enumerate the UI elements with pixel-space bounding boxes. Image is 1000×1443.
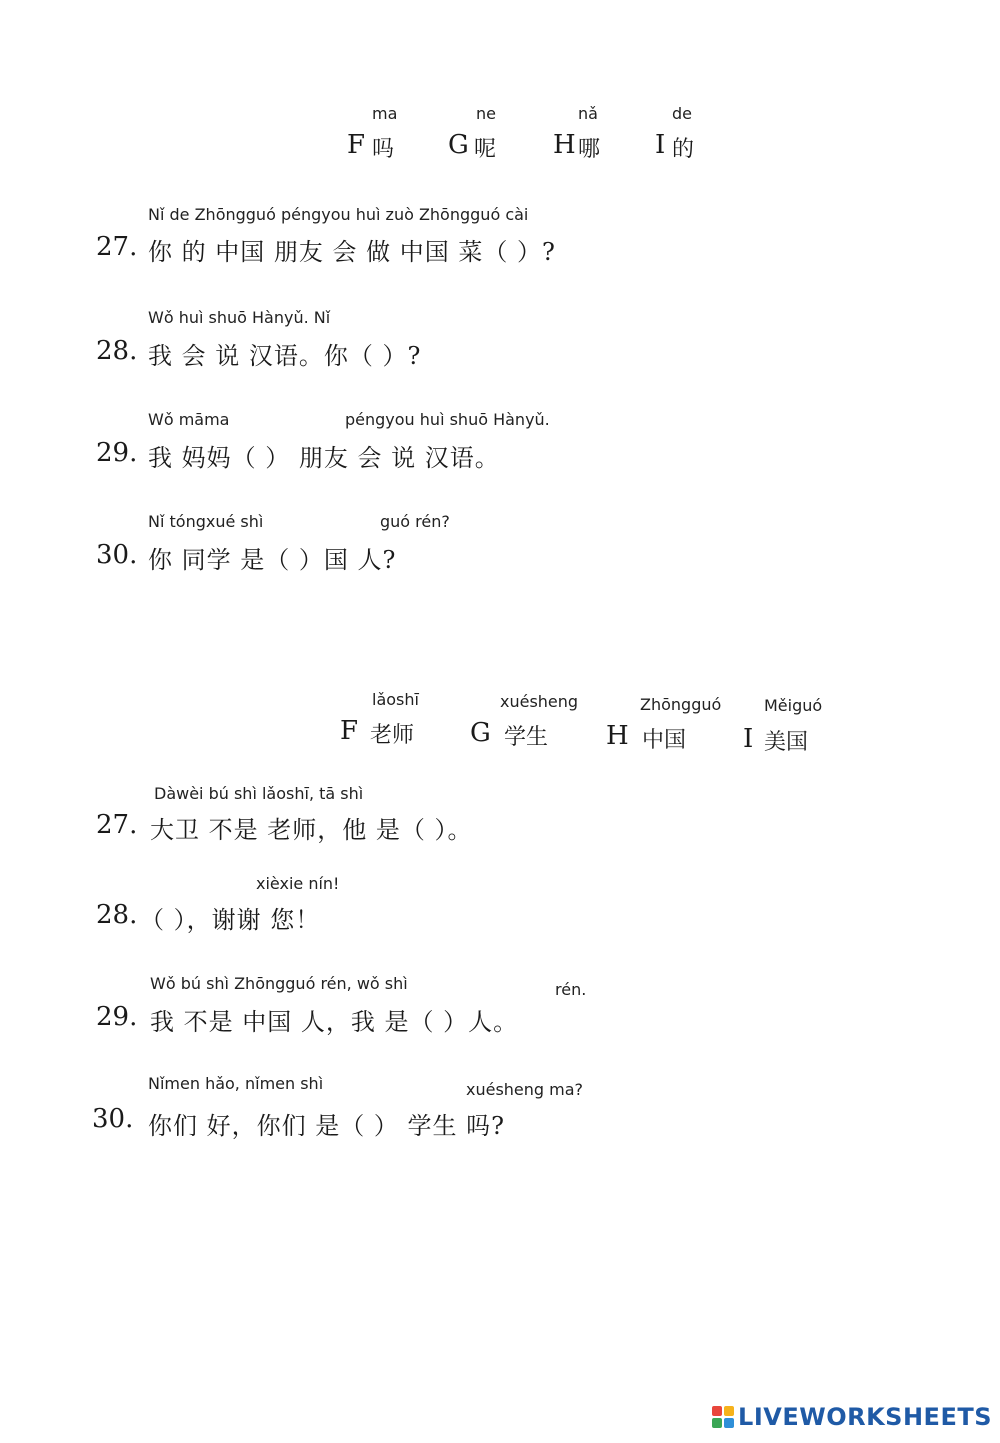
liveworksheets-brand-text: LIVEWORKSHEETS	[738, 1403, 992, 1431]
option-h-hanzi: 哪	[578, 137, 601, 162]
question-number: 29.	[96, 1002, 138, 1032]
question-pinyin: Wǒ māma	[148, 410, 230, 429]
option-g-pinyin: xuésheng	[500, 692, 579, 711]
option-i-pinyin: de	[672, 104, 692, 123]
option-f-pinyin: lǎoshī	[372, 690, 419, 709]
option-g-letter: G	[470, 718, 491, 748]
option-i-letter: I	[655, 130, 666, 160]
question-pinyin: Dàwèi bú shì lǎoshī, tā shì	[154, 784, 364, 803]
liveworksheets-logo	[712, 1399, 992, 1435]
question-pinyin: xuésheng ma?	[466, 1080, 584, 1099]
logo-square-icon	[712, 1406, 722, 1416]
option-f-pinyin: ma	[372, 104, 398, 123]
logo-square-icon	[712, 1418, 722, 1428]
option-g-pinyin: ne	[476, 104, 496, 123]
logo-square-icon	[724, 1418, 734, 1428]
question-sentence: 我 会 说 汉语。你（ ）?	[148, 342, 422, 370]
question-pinyin: rén.	[555, 980, 587, 999]
question-sentence: 你 的 中国 朋友 会 做 中国 菜（ ）?	[148, 238, 556, 266]
question-sentence: 我 妈妈（ ） 朋友 会 说 汉语。	[148, 444, 500, 472]
question-pinyin: Nǐ de Zhōngguó péngyou huì zuò Zhōngguó cài	[148, 205, 529, 224]
option-i-hanzi: 美国	[764, 730, 809, 755]
question-number: 28.	[96, 900, 138, 930]
question-pinyin: Nǐ tóngxué shì	[148, 512, 264, 531]
option-i-letter: I	[743, 724, 754, 754]
option-f-letter: F	[347, 130, 366, 160]
question-number: 29.	[96, 438, 138, 468]
liveworksheets-logo-icon	[712, 1406, 734, 1428]
question-pinyin: Wǒ bú shì Zhōngguó rén, wǒ shì	[150, 974, 408, 993]
question-pinyin: xièxie nín!	[256, 874, 340, 893]
question-pinyin: Wǒ huì shuō Hànyǔ. Nǐ	[148, 308, 331, 327]
option-i-hanzi: 的	[672, 137, 695, 162]
question-pinyin: péngyou huì shuō Hànyǔ.	[345, 410, 550, 429]
question-sentence: 你们 好，你们 是（ ） 学生 吗?	[148, 1112, 506, 1140]
question-number: 28.	[96, 336, 138, 366]
question-number: 27.	[96, 810, 138, 840]
question-sentence: （ ），谢谢 您！	[140, 906, 321, 934]
option-g-letter: G	[448, 130, 469, 160]
question-sentence: 我 不是 中国 人，我 是（ ）人。	[150, 1008, 519, 1036]
option-h-hanzi: 中国	[642, 728, 687, 753]
logo-square-icon	[724, 1406, 734, 1416]
option-g-hanzi: 呢	[474, 137, 497, 162]
option-g-hanzi: 学生	[504, 725, 549, 750]
option-f-hanzi: 老师	[370, 723, 415, 748]
option-h-pinyin: nǎ	[578, 104, 598, 123]
question-number: 30.	[96, 540, 138, 570]
question-sentence: 大卫 不是 老师，他 是（ ）。	[150, 816, 473, 844]
question-number: 30.	[92, 1104, 134, 1134]
question-pinyin: Nǐmen hǎo, nǐmen shì	[148, 1074, 324, 1093]
option-f-hanzi: 吗	[372, 137, 395, 162]
option-f-letter: F	[340, 716, 359, 746]
option-h-letter: H	[553, 130, 576, 160]
option-i-pinyin: Měiguó	[764, 696, 823, 715]
option-h-pinyin: Zhōngguó	[640, 695, 722, 714]
question-sentence: 你 同学 是（ ）国 人?	[148, 546, 397, 574]
question-pinyin: guó rén?	[380, 512, 450, 531]
option-h-letter: H	[606, 721, 629, 751]
question-number: 27.	[96, 232, 138, 262]
